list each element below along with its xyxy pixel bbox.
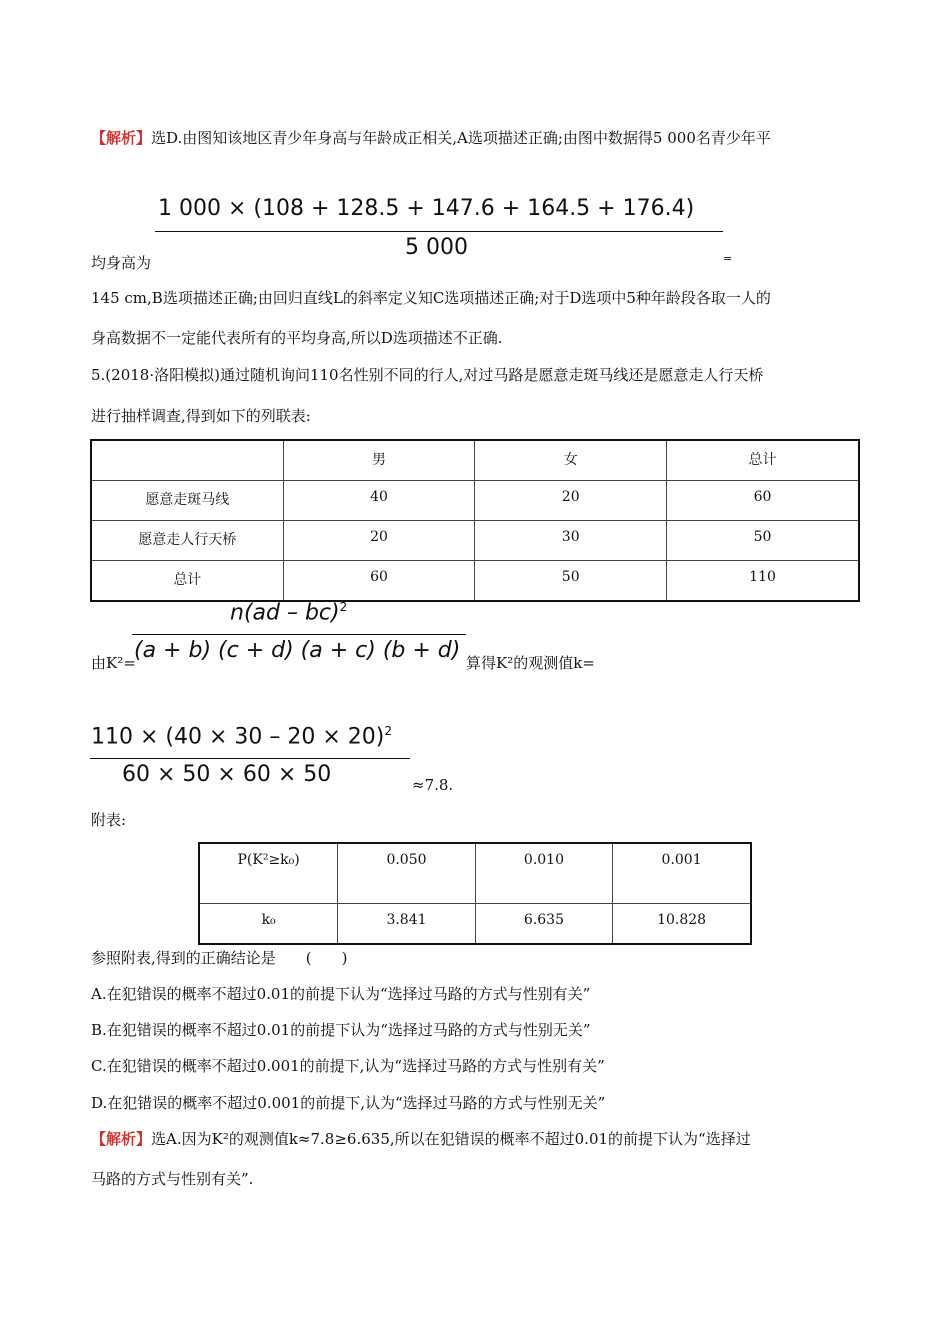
analysis-paragraph-1 xyxy=(91,127,771,148)
table-cell: 6.635 xyxy=(475,904,612,945)
table-cell: 女 xyxy=(475,440,667,481)
avg-equals: = xyxy=(723,252,733,265)
k2-suffix: 算得K²的观测值k= xyxy=(466,654,595,672)
table-cell: 0.010 xyxy=(475,843,612,904)
analysis-paragraph-2: 145 cm,B选项描述正确;由回归直线L的斜率定义知C选项描述正确;对于D选项中5种年龄段各取一人的 xyxy=(91,289,771,307)
calc-result: ≈7.8. xyxy=(412,776,454,794)
table-cell: P(K²≥k₀) xyxy=(199,843,338,904)
table-row xyxy=(199,843,751,904)
table-cell: k₀ xyxy=(199,904,338,945)
table-cell: 愿意走斑马线 xyxy=(91,481,283,521)
table-cell: 0.050 xyxy=(338,843,475,904)
k2-formula-numerator: n(ad – bc)$^2$ xyxy=(230,600,348,626)
table-cell: 110 xyxy=(667,561,859,602)
calc-fraction-bar xyxy=(90,758,410,759)
analysis-paragraph-3: 身高数据不一定能代表所有的平均身高,所以D选项描述不正确. xyxy=(91,329,503,347)
table-cell: 总计 xyxy=(91,561,283,602)
table-cell: 总计 xyxy=(667,440,859,481)
k2-prefix: 由K²= xyxy=(91,654,136,672)
avg-formula-numerator: 1 000 × (108 + 128.5 + 147.6 + 164.5 + 176.4) xyxy=(158,196,695,221)
k2-formula-fraction-bar xyxy=(132,634,466,635)
table-cell: 男 xyxy=(283,440,475,481)
table-row xyxy=(91,561,859,602)
table-cell: 20 xyxy=(475,481,667,521)
critical-value-table xyxy=(198,842,752,945)
option-a: A.在犯错误的概率不超过0.01的前提下认为“选择过马路的方式与性别有关” xyxy=(91,985,591,1003)
analysis-tag: 【解析】 xyxy=(91,129,152,147)
calc-denominator: 60 × 50 × 60 × 50 xyxy=(122,762,332,787)
avg-label: 均身高为 xyxy=(91,254,152,272)
question5-line-1: 5.(2018·洛阳模拟)通过随机询问110名性别不同的行人,对过马路是愿意走斑马线还是愿意走人行天桥 xyxy=(91,366,764,384)
table-cell: 愿意走人行天桥 xyxy=(91,521,283,561)
table-cell: 60 xyxy=(667,481,859,521)
answer-paragraph-2: 马路的方式与性别有关”. xyxy=(91,1170,254,1188)
analysis-tag: 【解析】 xyxy=(91,1130,152,1148)
option-d: D.在犯错误的概率不超过0.001的前提下,认为“选择过马路的方式与性别无关” xyxy=(91,1094,606,1112)
option-c: C.在犯错误的概率不超过0.001的前提下,认为“选择过马路的方式与性别有关” xyxy=(91,1057,605,1075)
contingency-table xyxy=(90,439,860,602)
table-row xyxy=(199,904,751,945)
table-cell: 0.001 xyxy=(613,843,751,904)
question-text: 参照附表,得到的正确结论是 ( ) xyxy=(91,949,348,967)
table-cell xyxy=(91,440,283,481)
table-row xyxy=(91,481,859,521)
k2-formula-denominator: (a + b) (c + d) (a + c) (b + d) xyxy=(134,638,461,663)
calc-numerator: $110 \times (40 \times 30 - 20 \times 20)^2$ xyxy=(91,724,393,750)
table-cell: 50 xyxy=(475,561,667,602)
table-row xyxy=(91,521,859,561)
question5-line-2: 进行抽样调查,得到如下的列联表: xyxy=(91,407,311,425)
table-cell: 20 xyxy=(283,521,475,561)
answer-paragraph-1 xyxy=(91,1128,751,1149)
option-b: B.在犯错误的概率不超过0.01的前提下认为“选择过马路的方式与性别无关” xyxy=(91,1021,591,1039)
avg-formula-denominator: 5 000 xyxy=(405,235,468,260)
answer-text-1: 选A.因为K²的观测值k≈7.8≥6.635,所以在犯错误的概率不超过0.01的前提下认为“选择过 xyxy=(151,1130,751,1148)
table-cell: 30 xyxy=(475,521,667,561)
table-cell: 40 xyxy=(283,481,475,521)
appendix-label: 附表: xyxy=(91,811,127,829)
table-cell: 3.841 xyxy=(338,904,475,945)
analysis-text-1: 选D.由图知该地区青少年身高与年龄成正相关,A选项描述正确;由图中数据得5 000名青少年平 xyxy=(151,129,771,147)
table-cell: 60 xyxy=(283,561,475,602)
table-cell: 10.828 xyxy=(613,904,751,945)
table-row xyxy=(91,440,859,481)
table-cell: 50 xyxy=(667,521,859,561)
avg-formula-fraction-bar xyxy=(155,231,723,232)
